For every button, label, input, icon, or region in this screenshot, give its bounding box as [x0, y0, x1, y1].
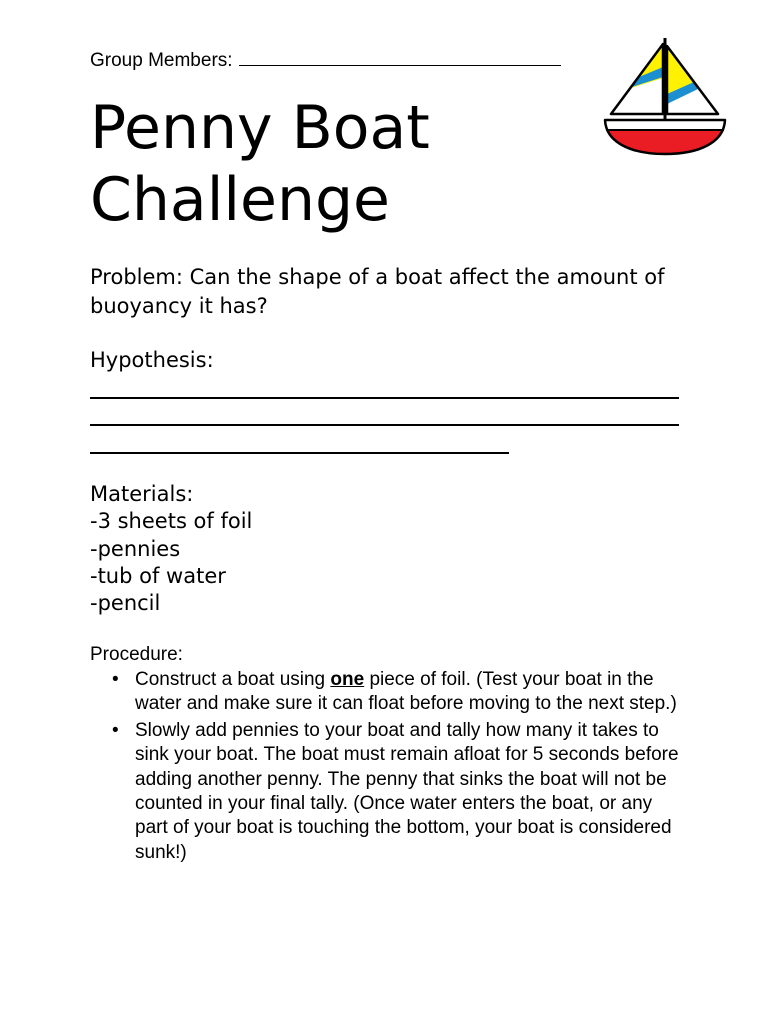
materials-item: -pennies — [90, 536, 181, 561]
boat-hull — [605, 120, 725, 154]
left-sail — [611, 44, 663, 114]
group-members-blank-line — [239, 48, 561, 66]
page-title — [90, 92, 550, 236]
title-line-2: Challenge — [90, 165, 390, 235]
hypothesis-line-3 — [90, 452, 509, 454]
hypothesis-line-2 — [90, 424, 679, 426]
procedure-label: Procedure: — [90, 644, 183, 665]
right-sail — [667, 46, 718, 114]
bullet-icon: • — [112, 719, 119, 741]
procedure-step-1 — [90, 668, 690, 717]
step-2-text: Slowly add pennies to your boat and tally how many it takes to sink your boat. The boat must remain afloat for 5 seconds before adding another penny. The penny that sinks the boat will not be counted in your final tally. (Once water enters the boat, or any part of your boat is touching the bottom, your boat is considered sunk!) — [135, 719, 679, 863]
sailboat-icon — [600, 34, 730, 162]
materials-section — [90, 481, 252, 617]
title-line-1: Penny Boat — [90, 93, 430, 163]
hypothesis-label: Hypothesis: — [90, 348, 214, 372]
problem-statement: Problem: Can the shape of a boat affect the amount of buoyancy it has? — [90, 265, 665, 318]
group-members-field — [90, 48, 561, 72]
materials-label: Materials: — [90, 482, 194, 506]
materials-item: -pencil — [90, 591, 161, 616]
hypothesis-line-1 — [90, 397, 679, 399]
procedure-list — [90, 668, 690, 867]
bullet-icon: • — [112, 669, 119, 690]
procedure-step-2 — [90, 719, 690, 865]
materials-item: -3 sheets of foil — [90, 509, 253, 534]
step-1-emphasis: one — [330, 669, 365, 690]
group-members-label: Group Members: — [90, 50, 233, 71]
materials-item: -tub of water — [90, 563, 226, 588]
step-1-text-end: piece of foil. (Test your boat in the water and make sure it can float before moving to the next step.) — [135, 669, 677, 715]
step-1-text-start: Construct a boat using — [135, 669, 331, 690]
